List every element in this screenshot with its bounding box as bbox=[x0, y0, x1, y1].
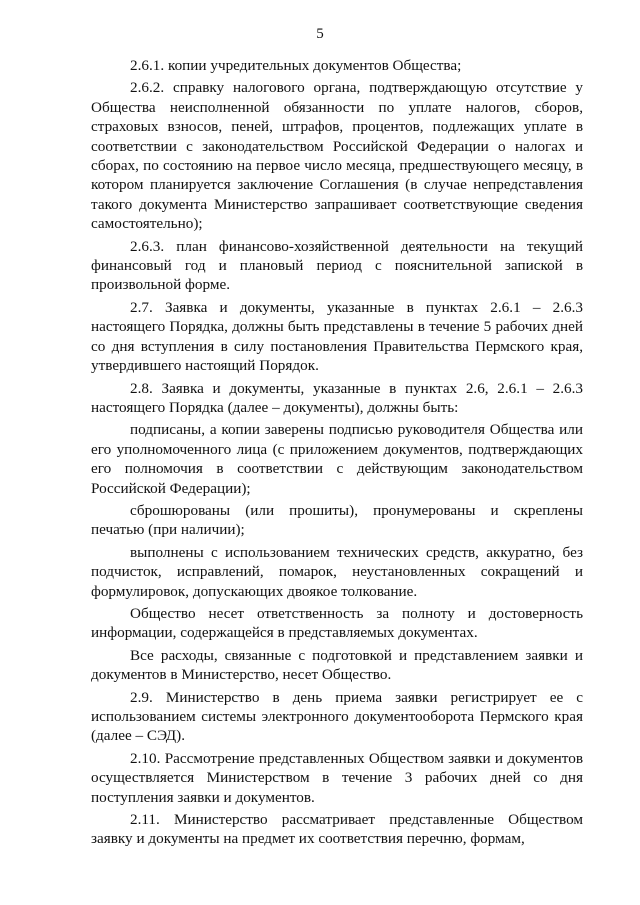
paragraph-2-6-1: 2.6.1. копии учредительных документов Общества; bbox=[130, 57, 462, 74]
paragraph-2-6-3: 2.6.3. план финансово-хозяйственной деятельности на текущий финансовый год и плановый период с пояснительной запиской в произвольной форме. bbox=[91, 237, 583, 294]
paragraph-2-8: 2.8. Заявка и документы, указанные в пунктах 2.6, 2.6.1 – 2.6.3 настоящего Порядка (далее – документы), должны быть: bbox=[91, 379, 583, 416]
paragraph-2-6-2: 2.6.2. справку налогового органа, подтверждающую отсутствие у Общества неисполненной обязанности по уплате налогов, сборов, страховых взносов, пеней, штрафов, процентов, подлежащих уплате в соответствии с законодательством Российской Федерации о налогах и сборах, по состоянию на первое число месяца, предшествующего месяцу, в котором планируется заключение Соглашения (в случае непредставления такого документа Министерство запрашивает соответствующие сведения самостоятельно); bbox=[91, 79, 583, 233]
paragraph-2-11: 2.11. Министерство рассматривает представленные Обществом заявку и документы на предмет их соответствия перечню, формам, bbox=[91, 811, 583, 848]
paragraph-2-7: 2.7. Заявка и документы, указанные в пунктах 2.6.1 – 2.6.3 настоящего Порядка, должны быть представлены в течение 5 рабочих дней со дня вступления в силу постановления Правительства Пермского края, утвердившего настоящий Порядок. bbox=[91, 298, 583, 375]
page-number: 5 bbox=[316, 26, 324, 42]
paragraph-signed: подписаны, а копии заверены подписью руководителя Общества или его уполномоченного лица (с приложением документов, подтверждающих его полномочия в соответствии с действующим законодательством Российской Федерации); bbox=[91, 421, 583, 497]
paragraph-expenses: Все расходы, связанные с подготовкой и представлением заявки и документов в Министерство, несет Общество. bbox=[91, 646, 583, 684]
paragraph-bound: сброшюрованы (или прошиты), пронумерованы и скреплены печатью (при наличии); bbox=[91, 501, 583, 539]
paragraph-2-10: 2.10. Рассмотрение представленных Обществом заявки и документов осуществляется Министерством в течение 3 рабочих дней со дня поступления заявки и документов. bbox=[91, 749, 583, 806]
document-body bbox=[91, 56, 583, 849]
paragraph-2-9: 2.9. Министерство в день приема заявки регистрирует ее с использованием системы электронного документооборота Пермского края (далее – СЭД). bbox=[91, 688, 583, 745]
paragraph-responsibility: Общество несет ответственность за полноту и достоверность информации, содержащейся в представляемых документах. bbox=[91, 604, 583, 642]
paragraph-executed: выполнены с использованием технических средств, аккуратно, без подчисток, исправлений, помарок, неустановленных сокращений и формулировок, допускающих двоякое толкование. bbox=[91, 543, 583, 600]
